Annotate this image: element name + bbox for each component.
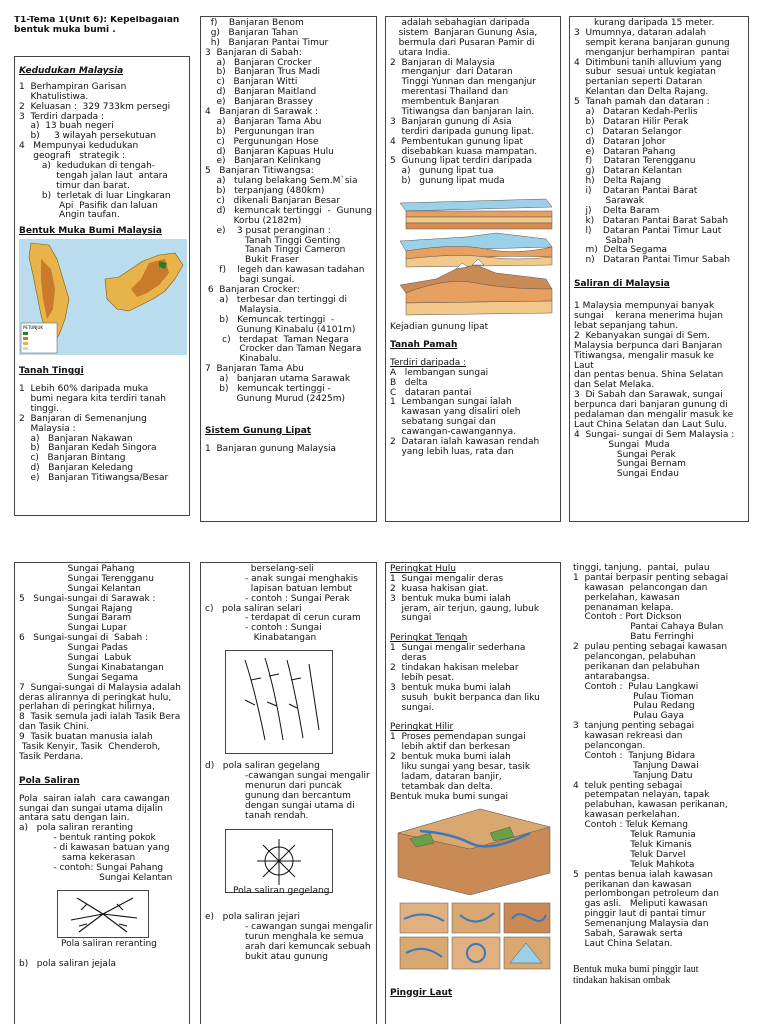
text-line: Contoh : Port Dickson: [573, 612, 682, 623]
pinggir-bottom-line-1: Bentuk muka bumi pinggir laut: [573, 963, 699, 975]
text-line: Teluk Kimanis: [573, 839, 692, 850]
text-line: 4 Pembentukan gunung lipat: [390, 136, 524, 147]
text-line: h) Banjaran Pantai Timur: [205, 37, 329, 48]
text-line: berselang-seli: [205, 564, 314, 574]
text-line: dan pentas benua. Shina Selatan: [574, 370, 724, 381]
text-line: l) Dataran Pantai Timur Laut: [574, 225, 722, 236]
text-line: Teluk Mahkota: [573, 859, 695, 870]
text-line: turun menghala ke semua: [205, 932, 364, 943]
text-line: b) kemuncak tertinggi -: [205, 383, 331, 394]
peringkat-tengah-heading: Peringkat Tengah: [390, 633, 468, 644]
text-line: Sungai Perak: [574, 449, 676, 460]
text-line: b) Banjaran Trus Madi: [205, 67, 321, 78]
text-line: a) gunung lipat tua: [390, 166, 494, 177]
text-line: penanaman kelapa.: [573, 602, 674, 613]
text-line: menganjur berhampiran pantai: [574, 47, 730, 58]
text-line: 1 pantai berpasir penting sebagai: [573, 572, 729, 583]
text-line: sungai dan sungai utama dijalin: [19, 803, 163, 814]
text-line: pelancongan.: [573, 741, 646, 752]
text-line: liku sungai yang besar, tasik: [390, 762, 531, 773]
text-line: 3 Umumnya, dataran adalah: [574, 27, 707, 38]
text-line: geografi strategik :: [19, 151, 126, 162]
text-line: 4 Mempunyai kedudukan: [19, 141, 139, 152]
text-line: Sungai Rajang: [19, 603, 133, 614]
text-line: utara India.: [390, 47, 451, 58]
text-line: m) Delta Segama: [574, 245, 668, 256]
dendritic-pattern-diagram: [57, 890, 149, 938]
text-line: cawangan-cawangannya.: [390, 427, 517, 438]
text-line: 1 Malaysia mempunyai banyak: [574, 301, 715, 312]
text-line: c) Banjaran Witti: [205, 77, 298, 88]
text-line: sungai: [390, 613, 432, 624]
text-line: Laut China Selatan.: [573, 938, 673, 949]
text-line: Sabah: [574, 235, 634, 246]
text-line: a) 13 buah negeri: [19, 121, 114, 132]
text-line: lebih pesat.: [390, 672, 455, 683]
text-line: 2 tindakan hakisan melebar: [390, 663, 519, 674]
text-line: g) Dataran Kelantan: [574, 166, 682, 177]
text-line: 7 Banjaran Tama Abu: [205, 364, 304, 375]
text-line: d) Banjaran Keledang: [19, 463, 134, 474]
text-line: Bukit Fraser: [205, 255, 299, 266]
text-line: ladam, dataran banjir,: [390, 771, 502, 782]
text-line: terdiri daripada gunung lipat.: [390, 126, 534, 137]
text-line: e) Dataran Pahang: [574, 146, 676, 157]
text-line: a) tulang belakang Sem.M`sia: [205, 176, 358, 187]
text-line: b) terletak di luar Lingkaran: [19, 190, 171, 201]
text-line: b) gunung lipat muda: [390, 176, 505, 187]
text-line: - contoh : Sungai: [205, 623, 322, 634]
text-line: 2 Banjaran di Malaysia: [390, 57, 496, 68]
text-line: 3 Banjaran gunung di Asia: [390, 116, 512, 127]
text-line: Sungai Kelantan: [19, 583, 141, 594]
text-line: 5 Gunung lipat terdiri daripada: [390, 156, 533, 167]
text-line: a) Banjaran Crocker: [205, 57, 312, 68]
text-line: Titiwangsa, mengalir masuk ke: [574, 350, 714, 361]
dataran-list: [574, 19, 744, 266]
malaysia-map: [19, 239, 187, 355]
text-line: Malaysia berpunca dari Banjaran: [574, 340, 723, 351]
saliran-list: [574, 302, 744, 480]
tanah-pamah-heading: Tanah Pamah: [390, 340, 458, 351]
column-6-bottom: [200, 562, 377, 1024]
text-line: sama kekerasan: [19, 853, 136, 864]
text-line: 1 Berhampiran Garisan: [19, 81, 127, 92]
text-line: Sungai Bernam: [574, 459, 686, 470]
text-line: 4 teluk penting sebagai: [573, 780, 683, 791]
text-line: 3 Banjaran di Sabah:: [205, 47, 302, 58]
text-line: pedalaman dan mengalir masuk ke: [574, 409, 734, 420]
peringkat-hulu-heading: Peringkat Hulu: [390, 564, 456, 574]
text-line: kawasan rekreasi dan: [573, 731, 683, 742]
text-line: - di kawasan batuan yang: [19, 843, 170, 854]
text-line: susuh bukit berpanca dan liku: [390, 692, 540, 703]
text-line: Semenanjung Malaysia dan: [573, 919, 709, 930]
text-line: Contoh : Teluk Kemang: [573, 820, 688, 831]
worksheet-title-line-1: T1-Tema 1(Unit 6): Kepelbagaian: [14, 16, 180, 25]
text-line: 1 Sungai mengalir sederhana: [390, 643, 526, 654]
text-line: pelabuhan, kawasan perikanan,: [573, 800, 728, 811]
text-line: antarabangsa.: [573, 671, 650, 682]
pinggir-laut-heading: Pinggir Laut: [390, 987, 453, 998]
text-line: c) Banjaran Bintang: [19, 453, 126, 464]
text-line: Sungai Endau: [574, 469, 679, 480]
text-line: lebih aktif dan berkesan: [390, 742, 511, 753]
text-line: perlahan di peringkat hilirnya,: [19, 702, 155, 713]
text-line: Tasik Perdana.: [19, 751, 84, 762]
kedudukan-panel: [14, 56, 190, 516]
text-line: a) Banjaran Tama Abu: [205, 116, 322, 127]
text-line: perikanan dan kawasan: [573, 879, 692, 890]
text-line: Korbu (2182m): [205, 215, 302, 226]
text-line: dan Selat Melaka.: [574, 380, 655, 391]
text-line: Tinggi Yunnan dan menganjur: [390, 77, 536, 88]
text-line: kawasan perkelahan.: [573, 810, 680, 821]
kedudukan-list: [19, 83, 185, 221]
text-line: dengan sungai utama di: [205, 800, 355, 811]
column-1-top: [14, 16, 190, 516]
text-line: 2 Keluasan : 329 733km persegi: [19, 101, 171, 112]
text-line: lebat sepanjang tahun.: [574, 320, 679, 331]
bentuk-heading: Bentuk Muka Bumi Malaysia: [19, 226, 162, 237]
saliran-heading: Saliran di Malaysia: [574, 279, 670, 290]
text-line: Sungai Segama: [19, 672, 139, 683]
text-line: d) Banjaran Maitland: [205, 87, 317, 98]
text-line: 7 Sungai-sungai di Malaysia adalah: [19, 682, 181, 693]
text-line: b) Dataran Hilir Perak: [574, 116, 689, 127]
sistem-gunung-lipat-heading: Sistem Gunung Lipat: [205, 425, 312, 436]
text-line: Malaysia :: [19, 423, 76, 434]
text-line: Sungai Muda: [574, 439, 670, 450]
column-8-bottom: [569, 562, 749, 1024]
text-line: a) pola saliran reranting: [19, 823, 134, 834]
text-line: a) Banjaran Nakawan: [19, 433, 133, 444]
text-line: Crocker dan Taman Negara: [205, 344, 362, 355]
text-line: perkelahan, kawasan: [573, 592, 680, 603]
text-line: 2 Kebanyakan sungai di Sem.: [574, 330, 710, 341]
column-7-bottom: [385, 562, 561, 1024]
sistem-line: 1 Banjaran gunung Malaysia: [205, 443, 337, 454]
text-line: f) Banjaran Benom: [205, 18, 304, 28]
column-3-top: [385, 16, 561, 522]
fold-mountain-diagram: [396, 193, 556, 321]
text-line: Sungai Pahang: [19, 564, 135, 574]
text-line: Tanjung Datu: [573, 770, 693, 781]
text-line: 1 Lembangan sungai ialah: [390, 397, 512, 408]
text-line: f) legeh dan kawasan tadahan: [205, 265, 365, 276]
text-line: Angin taufan.: [19, 210, 120, 221]
text-line: A lembangan sungai: [390, 367, 489, 378]
text-line: dan Tasik Chini.: [19, 722, 90, 733]
text-line: e) Banjaran Titiwangsa/Besar: [19, 473, 169, 484]
text-line: 5 Tanah pamah dan dataran :: [574, 97, 710, 108]
text-line: kawasan yang disaliri oleh: [390, 407, 521, 418]
text-line: Pulau Tioman: [573, 691, 694, 702]
text-line: Sarawak: [574, 196, 645, 207]
annular-caption: Pola saliran gegelang: [233, 886, 330, 897]
peringkat-hulu-list: [390, 575, 556, 624]
text-line: g) Banjaran Tahan: [205, 27, 299, 38]
river-landforms-label: Bentuk muka bumi sungai: [390, 791, 508, 802]
text-line: Tanah Tinggi Cameron: [205, 245, 346, 256]
pola-jejala-line: b) pola saliran jejala: [19, 958, 116, 969]
text-line: 3 bentuk muka bumi ialah: [390, 593, 511, 604]
text-line: membentuk Banjaran: [390, 97, 500, 108]
text-line: Kinabatangan: [205, 633, 317, 644]
text-line: petempatan nelayan, tapak: [573, 790, 710, 801]
text-line: Sungai Baram: [19, 613, 132, 624]
text-line: disebabkan kuasa mampatan.: [390, 146, 538, 157]
text-line: b) Banjaran Kedah Singora: [19, 443, 157, 454]
annular-pattern-diagram: [225, 829, 333, 893]
text-line: sempit kerana banjaran gunung: [574, 37, 730, 48]
column-2-top: [200, 16, 377, 522]
text-line: Sungai Lupar: [19, 623, 127, 634]
text-line: a) banjaran utama Sarawak: [205, 374, 351, 385]
column-5-bottom: [14, 562, 190, 1024]
text-line: c) pola saliran selari: [205, 603, 302, 614]
dendritic-caption: Pola saliran reranting: [61, 938, 157, 949]
terdiri-heading: Terdiri daripada :: [390, 357, 467, 368]
text-line: Teluk Ramunia: [573, 830, 696, 841]
tanah-pamah-list: [390, 369, 556, 458]
text-line: Laut China Selatan dan Laut Sulu.: [574, 419, 727, 430]
text-line: Pola sairan ialah cara cawangan: [19, 793, 170, 804]
text-line: Gunung Kinabalu (4101m): [205, 324, 356, 335]
text-line: Pulau Redang: [573, 701, 695, 712]
text-line: e) pola saliran jejari: [205, 912, 300, 923]
pinggir-laut-list: [573, 564, 745, 950]
text-line: b) Pergunungan Iran: [205, 126, 315, 137]
text-line: pinggir laut di pantai timur: [573, 909, 706, 920]
text-line: Teluk Darvel: [573, 849, 686, 860]
text-line: - contoh: Sungai Pahang: [19, 862, 164, 873]
text-line: - terdapat di cerun curam: [205, 613, 361, 624]
text-line: Api Pasifik dan laluan: [19, 200, 158, 211]
text-line: -cawangan sungai mengalir: [205, 771, 370, 782]
text-line: deras alirannya di peringkat hulu,: [19, 692, 172, 703]
text-line: 4 Banjaran di Sarawak :: [205, 107, 318, 118]
banjaran-list: [205, 19, 372, 405]
text-line: 8 Tasik semula jadi ialah Tasik Bera: [19, 712, 181, 723]
text-line: 5 Banjaran Titiwangsa:: [205, 166, 314, 177]
worksheet-title-line-2: bentuk muka bumi .: [14, 24, 116, 35]
text-line: Gunung Murud (2425m): [205, 393, 345, 404]
pola-saliran-heading: Pola Saliran: [19, 775, 80, 786]
pola-saliran-list: [19, 795, 185, 884]
sungai-list: [19, 565, 185, 763]
kedudukan-heading: Kedudukan Malaysia: [19, 66, 124, 76]
text-line: menganjur dari Dataran: [390, 67, 513, 78]
parallel-pattern-diagram: [225, 650, 333, 754]
text-line: Tanah Tinggi Genting: [205, 235, 341, 246]
text-line: Laut: [574, 360, 594, 371]
text-line: gas asli. Meliputi kawasan: [573, 899, 708, 910]
text-line: kawasan pelancongan dan: [573, 582, 708, 593]
text-line: Tanjung Dawai: [573, 760, 699, 771]
column-4-top: [569, 16, 749, 522]
text-line: pertanian seperti Dataran: [574, 77, 703, 88]
text-line: b) 3 wilayah persekutuan: [19, 131, 157, 142]
text-line: - cawangan sungai mengalir: [205, 922, 373, 933]
text-line: sebatang sungai dan: [390, 417, 496, 428]
text-line: k) Dataran Pantai Barat Sabah: [574, 215, 729, 226]
text-line: 3 bentuk muka bumi ialah: [390, 682, 511, 693]
text-line: b) terpanjang (480km): [205, 186, 325, 197]
text-line: bumi negara kita terdiri tanah: [19, 394, 167, 405]
text-line: Khatulistiwa.: [19, 91, 89, 102]
text-line: B delta: [390, 377, 428, 388]
text-line: 5 Sungai-sungai di Sarawak :: [19, 593, 156, 604]
text-line: sungai.: [390, 702, 435, 713]
text-line: b) Kemuncak tertinggi -: [205, 314, 335, 325]
text-line: 5 pentas benua ialah kawasan: [573, 869, 713, 880]
text-line: 2 Dataran ialah kawasan rendah: [390, 437, 540, 448]
text-line: merentasi Thailand dan: [390, 87, 509, 98]
text-line: Sungai Labuk: [19, 653, 132, 664]
tanah-tinggi-list: [19, 385, 185, 484]
tanah-tinggi-heading: Tanah Tinggi: [19, 366, 84, 377]
text-line: c) Pergunungan Hose: [205, 136, 319, 147]
text-line: pelancongan, pelabuhan: [573, 652, 696, 663]
text-line: d) Banjaran Kapuas Hulu: [205, 146, 334, 157]
text-line: tinggi, tanjung, pantai, pulau: [573, 563, 710, 573]
text-line: menurun dari puncak: [205, 780, 342, 791]
text-line: Sungai Kelantan: [19, 872, 173, 883]
saliran-selari-list: [205, 565, 372, 644]
text-line: d) kemuncak tertinggi - Gunung: [205, 205, 373, 216]
text-line: c) dikenali Banjaran Besar: [205, 196, 341, 207]
text-line: tinggi.: [19, 403, 59, 414]
text-line: yang lebih luas, rata dan: [390, 446, 514, 457]
text-line: 9 Tasik buatan manusia ialah: [19, 732, 153, 743]
text-line: Malaysia.: [205, 304, 282, 315]
text-line: sistem Banjaran Gunung Asia,: [390, 27, 538, 38]
text-line: n) Dataran Pantai Timur Sabah: [574, 255, 731, 266]
text-line: c) terdapat Taman Negara: [205, 334, 349, 345]
text-line: tanah rendah.: [205, 810, 309, 821]
text-line: tengah jalan laut antara: [19, 170, 168, 181]
peringkat-hilir-list: [390, 733, 556, 792]
text-line: j) Delta Baram: [574, 205, 660, 216]
text-line: Sungai Kinabatangan: [19, 662, 164, 673]
text-line: Contoh : Pulau Langkawi: [573, 681, 699, 692]
text-line: Kelantan dan Delta Rajang.: [574, 87, 709, 98]
text-line: berpunca dari banjaran gunung di: [574, 400, 728, 411]
text-line: 4 Ditimbuni tanih alluvium yang: [574, 57, 722, 68]
text-line: d) Dataran Johor: [574, 136, 666, 147]
text-line: tetambak dan delta.: [390, 781, 494, 792]
text-line: e) Banjaran Brassey: [205, 97, 313, 108]
text-line: Contoh : Tanjung Bidara: [573, 750, 696, 761]
text-line: Sungai Padas: [19, 643, 128, 654]
text-line: a) terbesar dan tertinggi di: [205, 294, 347, 305]
saliran-gegelang-list: [205, 762, 372, 821]
text-line: e) Banjaran Kelinkang: [205, 156, 321, 167]
text-line: 2 pulau penting sebagai kawasan: [573, 642, 728, 653]
map-legend-label: PETUNJUK: [23, 325, 44, 331]
text-line: - bentuk ranting pokok: [19, 833, 156, 844]
text-line: i) Dataran Pantai Barat: [574, 186, 698, 197]
text-line: 3 Di Sabah dan Sarawak, sungai: [574, 390, 723, 401]
text-line: gunung dan bercantum: [205, 790, 351, 801]
text-line: 2 Banjaran di Semenanjung: [19, 413, 147, 424]
text-line: timur dan barat.: [19, 180, 130, 191]
text-line: Tasik Kenyir, Tasik Chenderoh,: [19, 742, 161, 753]
text-line: jeram, air terjun, gaung, lubuk: [390, 603, 540, 614]
text-line: perlombongan petroleum dan: [573, 889, 719, 900]
peringkat-tengah-list: [390, 644, 556, 713]
text-line: 3 Terdiri darpada :: [19, 111, 105, 122]
saliran-jejari-list: [205, 913, 372, 962]
text-line: - anak sungai menghakis: [205, 573, 358, 584]
text-line: 3 tanjung penting sebagai: [573, 721, 695, 732]
text-line: Pulau Gaya: [573, 711, 684, 722]
text-line: 4 Sungai- sungai di Sem Malaysia :: [574, 429, 735, 440]
river-landforms-diagram: [390, 803, 556, 975]
peringkat-hilir-heading: Peringkat Hilir: [390, 722, 454, 733]
text-line: Batu Ferringhi: [573, 632, 694, 643]
text-line: - contoh : Sungai Perak: [205, 593, 350, 604]
text-line: kurang daripada 15 meter.: [574, 18, 715, 28]
text-line: 6 Banjaran Crocker:: [205, 285, 300, 296]
text-line: antara satu dengan lain.: [19, 813, 130, 824]
text-line: 1 Proses pemendapan sungai: [390, 732, 526, 743]
text-line: subur sesuai untuk kegiatan: [574, 67, 716, 78]
text-line: 2 bentuk muka bumi ialah: [390, 752, 511, 763]
text-line: adalah sebahagian daripada: [390, 18, 530, 28]
text-line: Sungai Terengganu: [19, 573, 154, 584]
pinggir-bottom-line-2: tindakan hakisan ombak: [573, 974, 671, 986]
text-line: e) 3 pusat peranginan :: [205, 225, 331, 236]
text-line: sungai kerana menerima hujan: [574, 311, 724, 322]
text-line: Titiwangsa dan banjaran lain.: [390, 107, 535, 118]
text-line: Kinabalu.: [205, 354, 282, 365]
text-line: 2 kuasa hakisan giat.: [390, 583, 489, 594]
text-line: bermula dari Pusaran Pamir di: [390, 37, 535, 48]
fold-mountain-caption: Kejadian gunung lipat: [390, 322, 489, 333]
text-line: 1 Sungai mengalir deras: [390, 573, 504, 584]
text-line: deras: [390, 653, 427, 664]
text-line: C dataran pantai: [390, 387, 472, 398]
text-line: arah dari kemuncak sebuah: [205, 942, 371, 953]
text-line: a) Dataran Kedah-Perlis: [574, 107, 698, 118]
text-line: perikanan dan pelabuhan: [573, 661, 700, 672]
text-line: c) Dataran Selangor: [574, 126, 682, 137]
text-line: bagi sungai.: [205, 275, 295, 286]
text-line: d) pola saliran gegelang: [205, 761, 320, 772]
text-line: 1 Lebih 60% daripada muka: [19, 384, 149, 395]
gunung-lipat-list: [390, 19, 556, 187]
text-line: Sabah, Sarawak serta: [573, 928, 683, 939]
text-line: h) Delta Rajang: [574, 176, 662, 187]
text-line: 6 Sungai-sungai di Sabah :: [19, 633, 149, 644]
text-line: f) Dataran Terengganu: [574, 156, 696, 167]
text-line: lapisan batuan lembut: [205, 583, 353, 594]
text-line: bukit atau gunung: [205, 951, 328, 962]
text-line: Pantai Cahaya Bulan: [573, 622, 724, 633]
text-line: a) kedudukan di tengah-: [19, 161, 156, 172]
